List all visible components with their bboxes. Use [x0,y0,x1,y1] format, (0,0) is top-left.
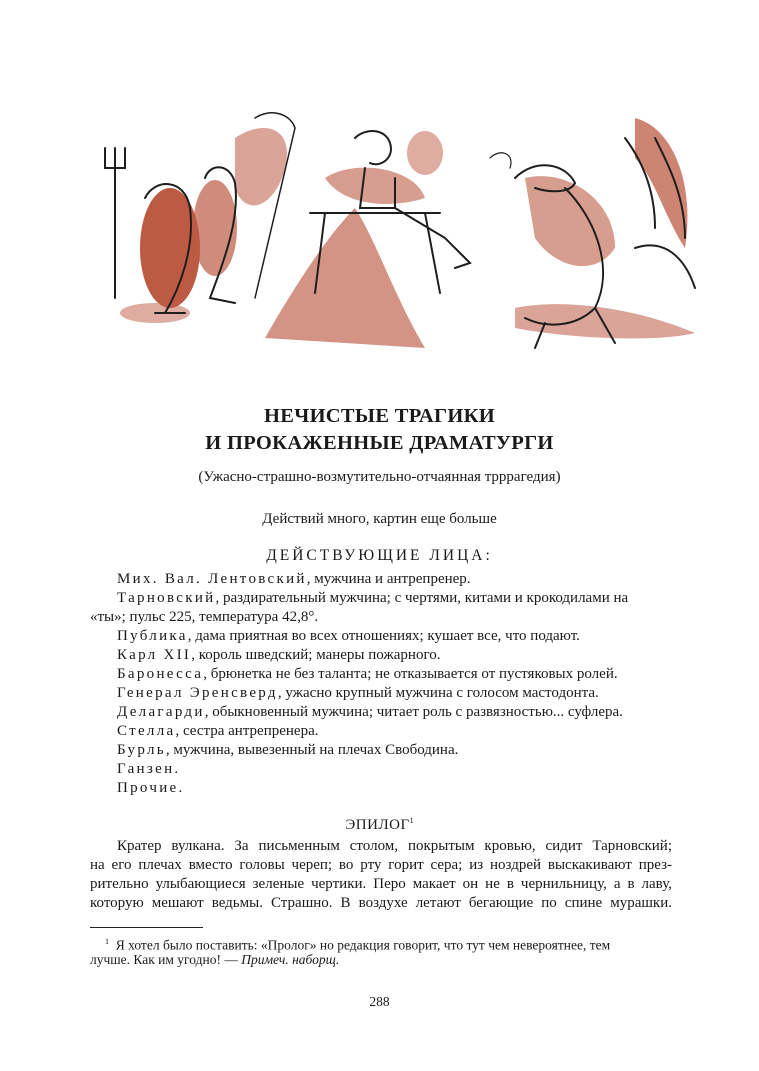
page-title-line-1: НЕЧИСТЫЕ ТРАГИКИ [264,405,495,427]
footnote-divider [90,927,203,928]
cast-name: Генерал Эренсверд [117,685,278,701]
cast-name: Делагарди [117,704,205,720]
cast-desc: , мужчина и антрепренер. [306,571,471,587]
epilog-heading [0,816,759,834]
epilog-paragraph-line: Кратер вулкана. За письменным столом, покрытым кровью, сидит Тарновский; [117,838,672,854]
cast-entry [117,665,618,683]
cast-desc: , обыкновенный мужчина; читает роль с развязностью... суфлера. [204,704,623,720]
cast-desc: , сестра антрепренера. [175,723,319,739]
cast-entry [117,627,580,645]
mountain-wash [265,208,425,348]
footnote-line [90,951,339,968]
cast-name: Публика [117,628,188,644]
footnote-text: лучше. Как им угодно! — [90,952,242,967]
cast-desc: , дама приятная во всех отношениях; кушает все, что подают. [187,628,580,644]
cast-name: Баронесса [117,666,204,682]
dragon-wing-wash [635,118,688,248]
cast-desc: . [178,780,183,796]
cast-entry [117,684,599,702]
cast-desc: , ужасно крупный мужчина с голосом мастодонта. [277,685,599,701]
acts-note: Действий много, картин еще больше [262,511,497,527]
cast-desc: . [174,761,179,777]
cast-heading: ДЕЙСТВУЮЩИЕ ЛИЦА: [266,547,493,564]
page-title-line-2: И ПРОКАЖЕННЫЕ ДРАМАТУРГИ [205,432,554,454]
footnote-signature: Примеч. наборщ. [241,952,340,967]
footnote-mark: 1 [409,816,414,825]
cast-entry [117,760,178,778]
cast-entry [117,570,471,588]
cast-name: Прочие [117,780,179,796]
page-number: 288 [369,994,390,1009]
cast-entry [117,779,182,797]
cast-desc: , мужчина, вывезенный на плечах Свободина. [165,742,459,758]
cast-name: Бурль [117,742,166,758]
cast-entry [117,646,441,664]
epilog-paragraph-line: рительно улыбающиеся зеленые чертики. Перо макает он не в чернильницу, а в лаву, [90,876,672,892]
footnote-text: Я хотел было поставить: «Пролог» но редакция говорит, что тут чем невероятнее, тем [115,937,611,953]
devils-and-dragon-illustration [95,98,705,363]
cast-entry [117,741,458,759]
cast-name: Ганзен [117,761,175,777]
red-ink-washes [120,118,695,348]
footnote-number: 1 [105,937,109,946]
subtitle: (Ужасно-страшно-возмутительно-отчаянная трррагедия) [198,469,561,485]
cast-name: Карл XII [117,647,192,663]
epilog-title: ЭПИЛОГ [345,817,410,833]
epilog-paragraph-line: которую мешают ведьмы. Страшно. В воздухе летают бегающие по спине мурашки. [90,895,672,911]
cast-name: Тарновский [117,590,216,606]
cast-entry [117,589,628,607]
cast-desc: «ты»; пульс 225, температура 42,8°. [90,609,319,625]
cast-entry-continued [90,608,318,626]
cast-desc: , брюнетка не без таланта; не отказывается от пустяковых ролей. [203,666,618,682]
cast-name: Мих. Вал. Лентовский [117,571,307,587]
cast-desc: , король шведский; манеры пожарного. [191,647,441,663]
devil-figure-wash [140,188,200,308]
epilog-paragraph-line: на его плечах вместо головы череп; во рту горит сера; из ноздрей выскакивают през- [90,857,672,873]
cast-name: Стелла [117,723,176,739]
writer-head [355,131,391,164]
cast-entry [117,722,319,740]
cast-entry [117,703,623,721]
cast-desc: , раздирательный мужчина; с чертями, китами и крокодилами на [215,590,629,606]
